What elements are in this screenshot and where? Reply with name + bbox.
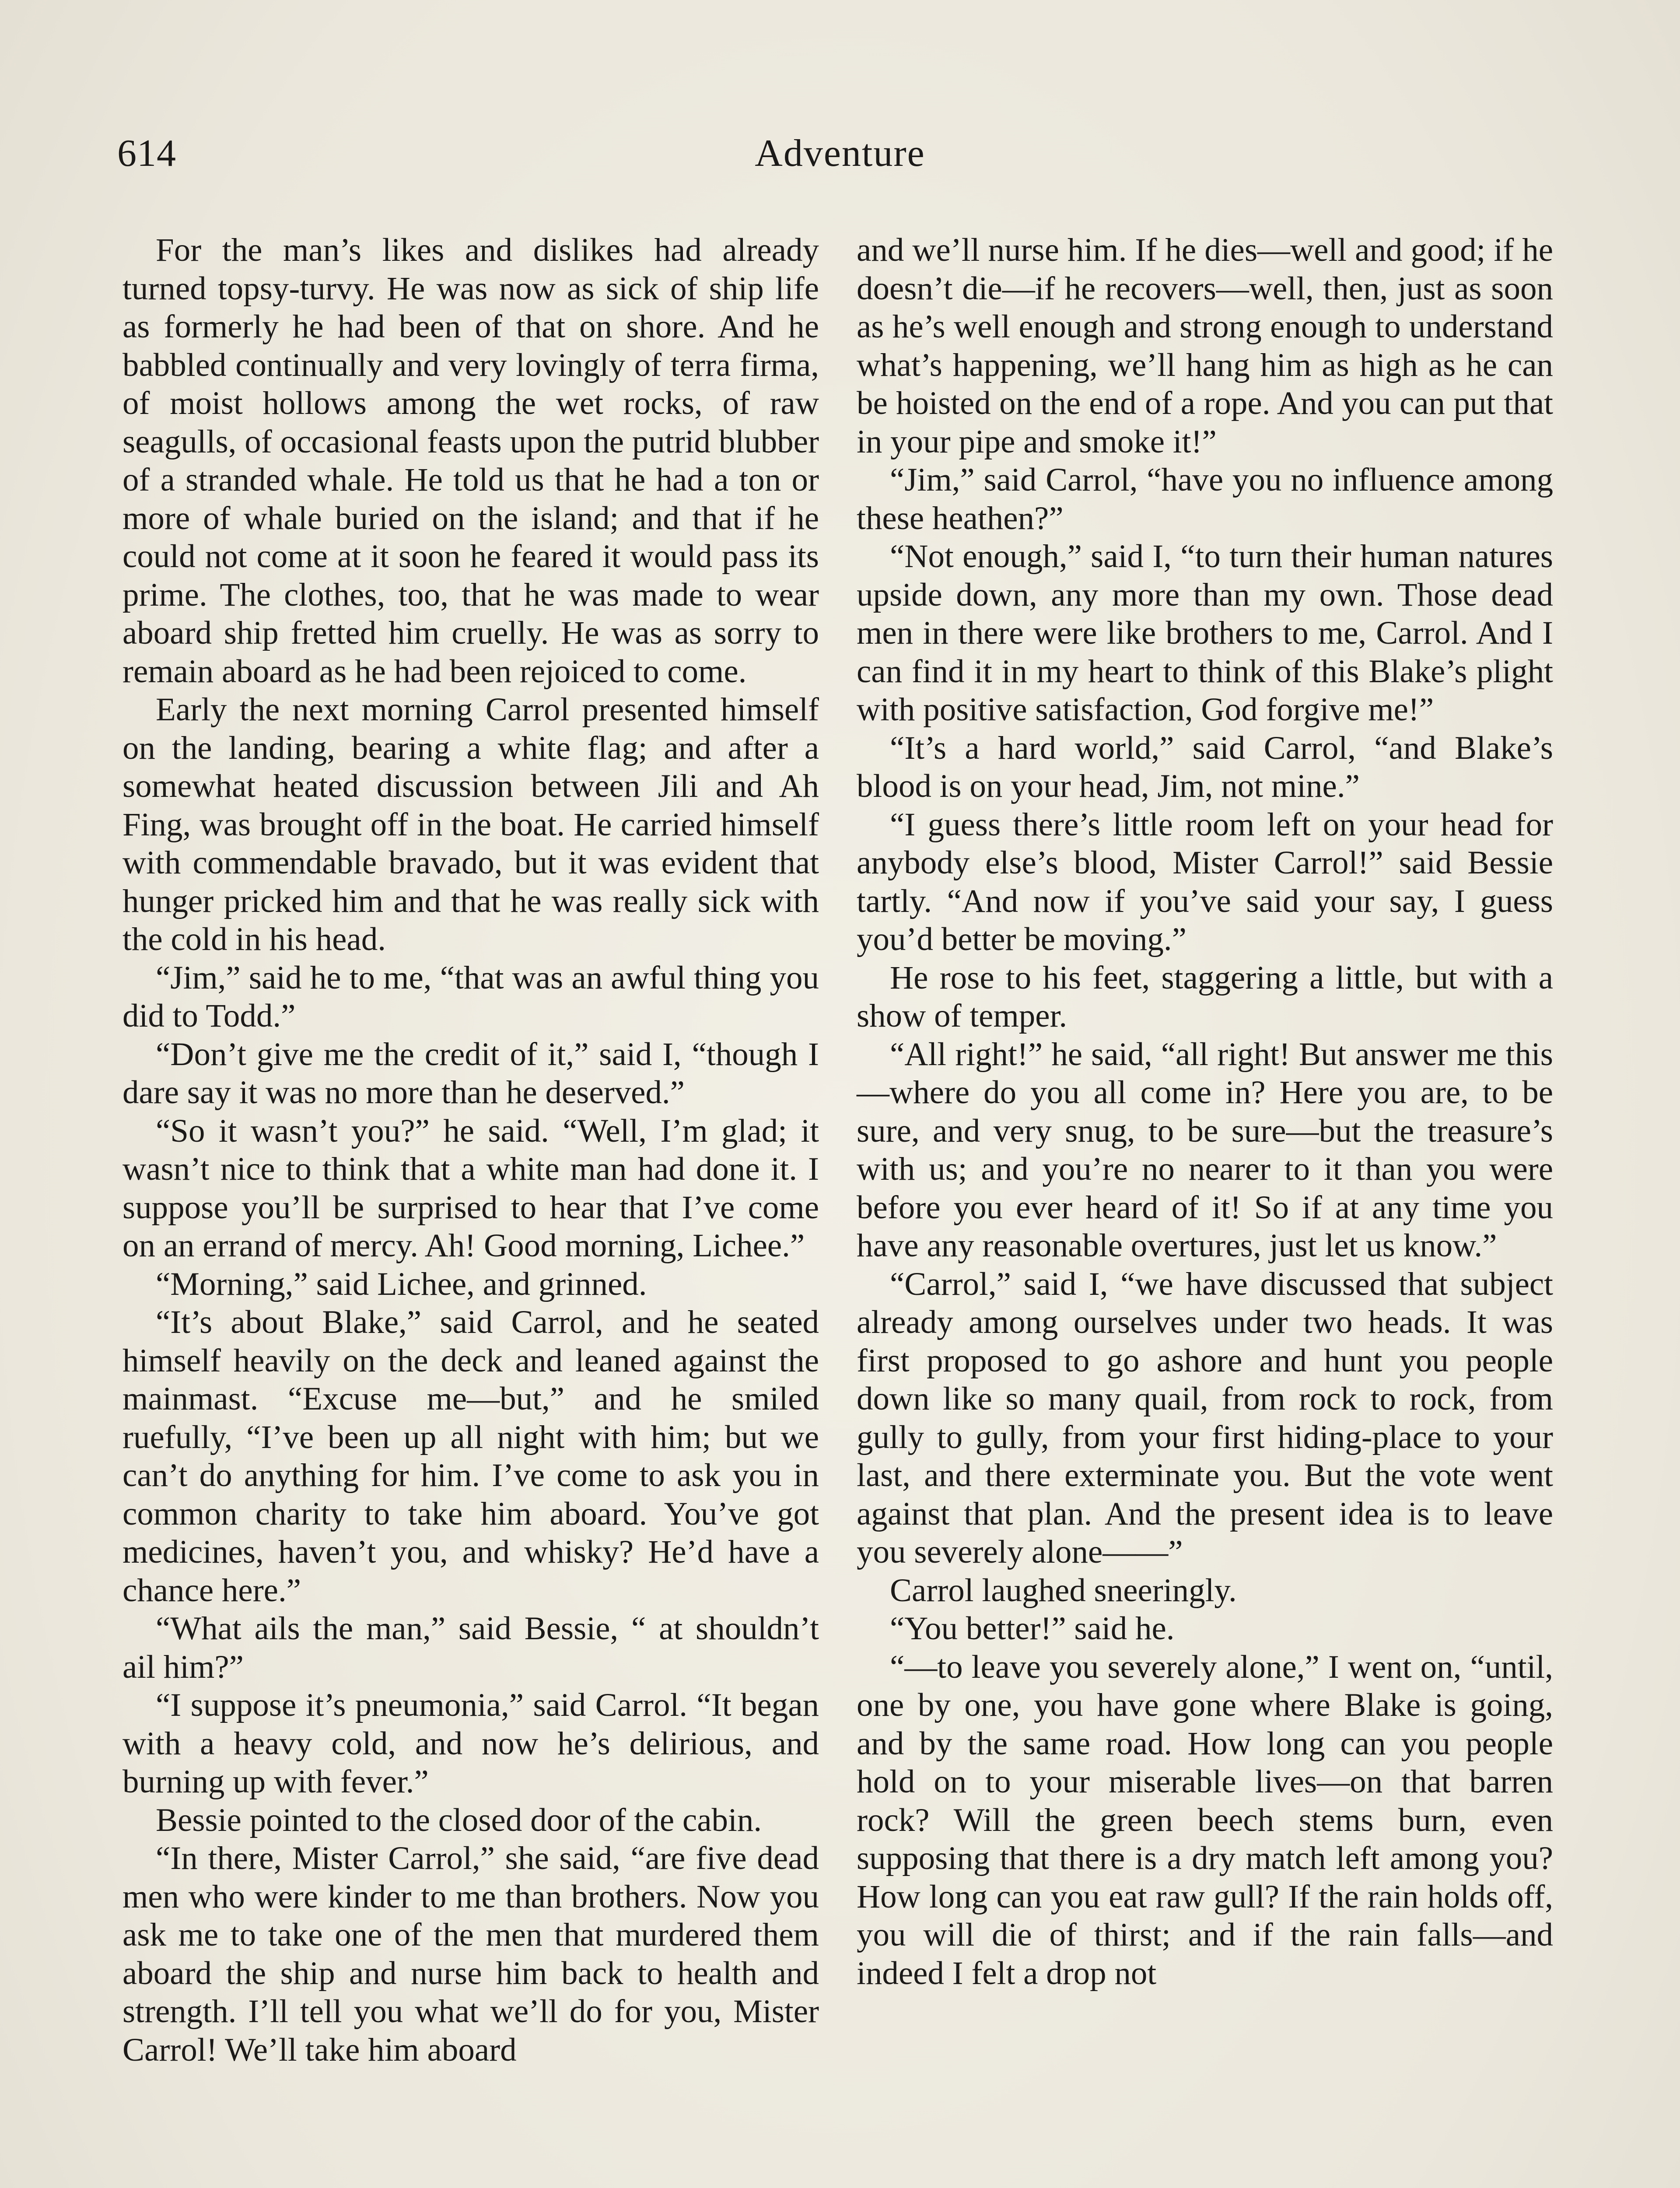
- paragraph: “Carrol,” said I, “we have discussed that subject already among ourselves under two heads. It was first proposed to go ashore and hunt you people down like so many quail, from rock to rock, from gully to gully, from your first hiding-place to your last, and there exterminate you. But the vote went against that plan. And the present idea is to leave you severely alone——”: [857, 1266, 1553, 1570]
- paragraph: “So it wasn’t you?” he said. “Well, I’m glad; it wasn’t nice to think that a white man had done it. I suppose you’ll be surprised to hear that I’ve come on an errand of mercy. Ah! Good morning, Lichee.”: [122, 1112, 819, 1264]
- paragraph: “Don’t give me the credit of it,” said I, “though I dare say it was no more than he deserved.”: [122, 1036, 819, 1111]
- paragraph: “All right!” he said, “all right! But answer me this—where do you all come in? Here you are, to be sure, and very snug, to be sure—but the treasure’s with us; and you’re no nearer to it than you were before you ever heard of it! So if at any time you have any reasonable overtures, just let us know.”: [857, 1036, 1553, 1264]
- paragraph: “What ails the man,” said Bessie, “ at shouldn’t ail him?”: [122, 1610, 819, 1685]
- paragraph: “You better!” said he.: [890, 1610, 1175, 1647]
- paragraph: “I suppose it’s pneumonia,” said Carrol. “It began with a heavy cold, and now he’s delirious, and burning up with fever.”: [122, 1687, 819, 1800]
- page-number: 614: [117, 132, 176, 175]
- running-head-title: Adventure: [755, 132, 925, 175]
- paragraph: “In there, Mister Carrol,” she said, “are five dead men who were kinder to me than brothers. Now you ask me to take one of the men that murdered them aboard the ship and nurse him back to health and strength. I’ll tell you what we’ll do for you, Mister Carrol! We’ll take him aboard: [122, 1840, 819, 2068]
- right-text-column: [857, 231, 1553, 1992]
- paragraph: For the man’s likes and dislikes had already turned topsy-turvy. He was now as sick of ship life as formerly he had been of that on shore. And he babbled continually and very lovingly of terra firma, of moist hollows among the wet rocks, of raw seagulls, of occasional feasts upon the putrid blubber of a stranded whale. He told us that he had a ton or more of whale buried on the island; and that if he could not come at it soon he feared it would pass its prime. The clothes, too, that he was made to wear aboard ship fretted him cruelly. He was as sorry to remain aboard as he had been rejoiced to come.: [122, 232, 819, 690]
- paragraph: Carrol laughed sneeringly.: [890, 1572, 1237, 1609]
- paragraph: Bessie pointed to the closed door of the cabin.: [156, 1802, 762, 1838]
- paragraph: “It’s about Blake,” said Carrol, and he seated himself heavily on the deck and leaned against the mainmast. “Excuse me—but,” and he smiled ruefully, “I’ve been up all night with him; but we can’t do anything for him. I’ve come to ask you in common charity to take him aboard. You’ve got medicines, haven’t you, and whisky? He’d have a chance here.”: [122, 1304, 819, 1609]
- paragraph: “—to leave you severely alone,” I went on, “until, one by one, you have gone where Blake is going, and by the same road. How long can you people hold on to your miserable lives—on that barren rock? Will the green beech stems burn, even supposing that there is a dry match left among you? How long can you eat raw gull? If the rain holds off, you will die of thirst; and if the rain falls—and indeed I felt a drop not: [857, 1648, 1553, 1992]
- paragraph: “It’s a hard world,” said Carrol, “and Blake’s blood is on your head, Jim, not mine.”: [857, 729, 1553, 804]
- paragraph-continued: and we’ll nurse him. If he dies—well and good; if he doesn’t die—if he recovers—well, then, just as soon as he’s well enough and strong enough to understand what’s happening, we’ll hang him as high as he can be hoisted on the end of a rope. And you can put that in your pipe and smoke it!”: [857, 232, 1553, 460]
- left-text-column: [122, 231, 819, 2069]
- paragraph: “Morning,” said Lichee, and grinned.: [156, 1266, 647, 1302]
- paragraph: “Not enough,” said I, “to turn their human natures upside down, any more than my own. Those dead men in there were like brothers to me, Carrol. And I can find it in my heart to think of this Blake’s plight with positive satisfaction, God forgive me!”: [857, 538, 1553, 728]
- paragraph: “Jim,” said Carrol, “have you no influence among these heathen?”: [857, 462, 1553, 536]
- paragraph: He rose to his feet, staggering a little, but with a show of temper.: [857, 959, 1553, 1034]
- paragraph: “I guess there’s little room left on your head for anybody else’s blood, Mister Carrol!” said Bessie tartly. “And now if you’ve said your say, I guess you’d better be moving.”: [857, 806, 1553, 957]
- paragraph: “Jim,” said he to me, “that was an awful thing you did to Todd.”: [122, 959, 819, 1034]
- paragraph: Early the next morning Carrol presented himself on the landing, bearing a white flag; and after a somewhat heated discussion between Jili and Ah Fing, was brought off in the boat. He carried himself with commendable bravado, but it was evident that hunger pricked him and that he was really sick with the cold in his head.: [122, 691, 819, 957]
